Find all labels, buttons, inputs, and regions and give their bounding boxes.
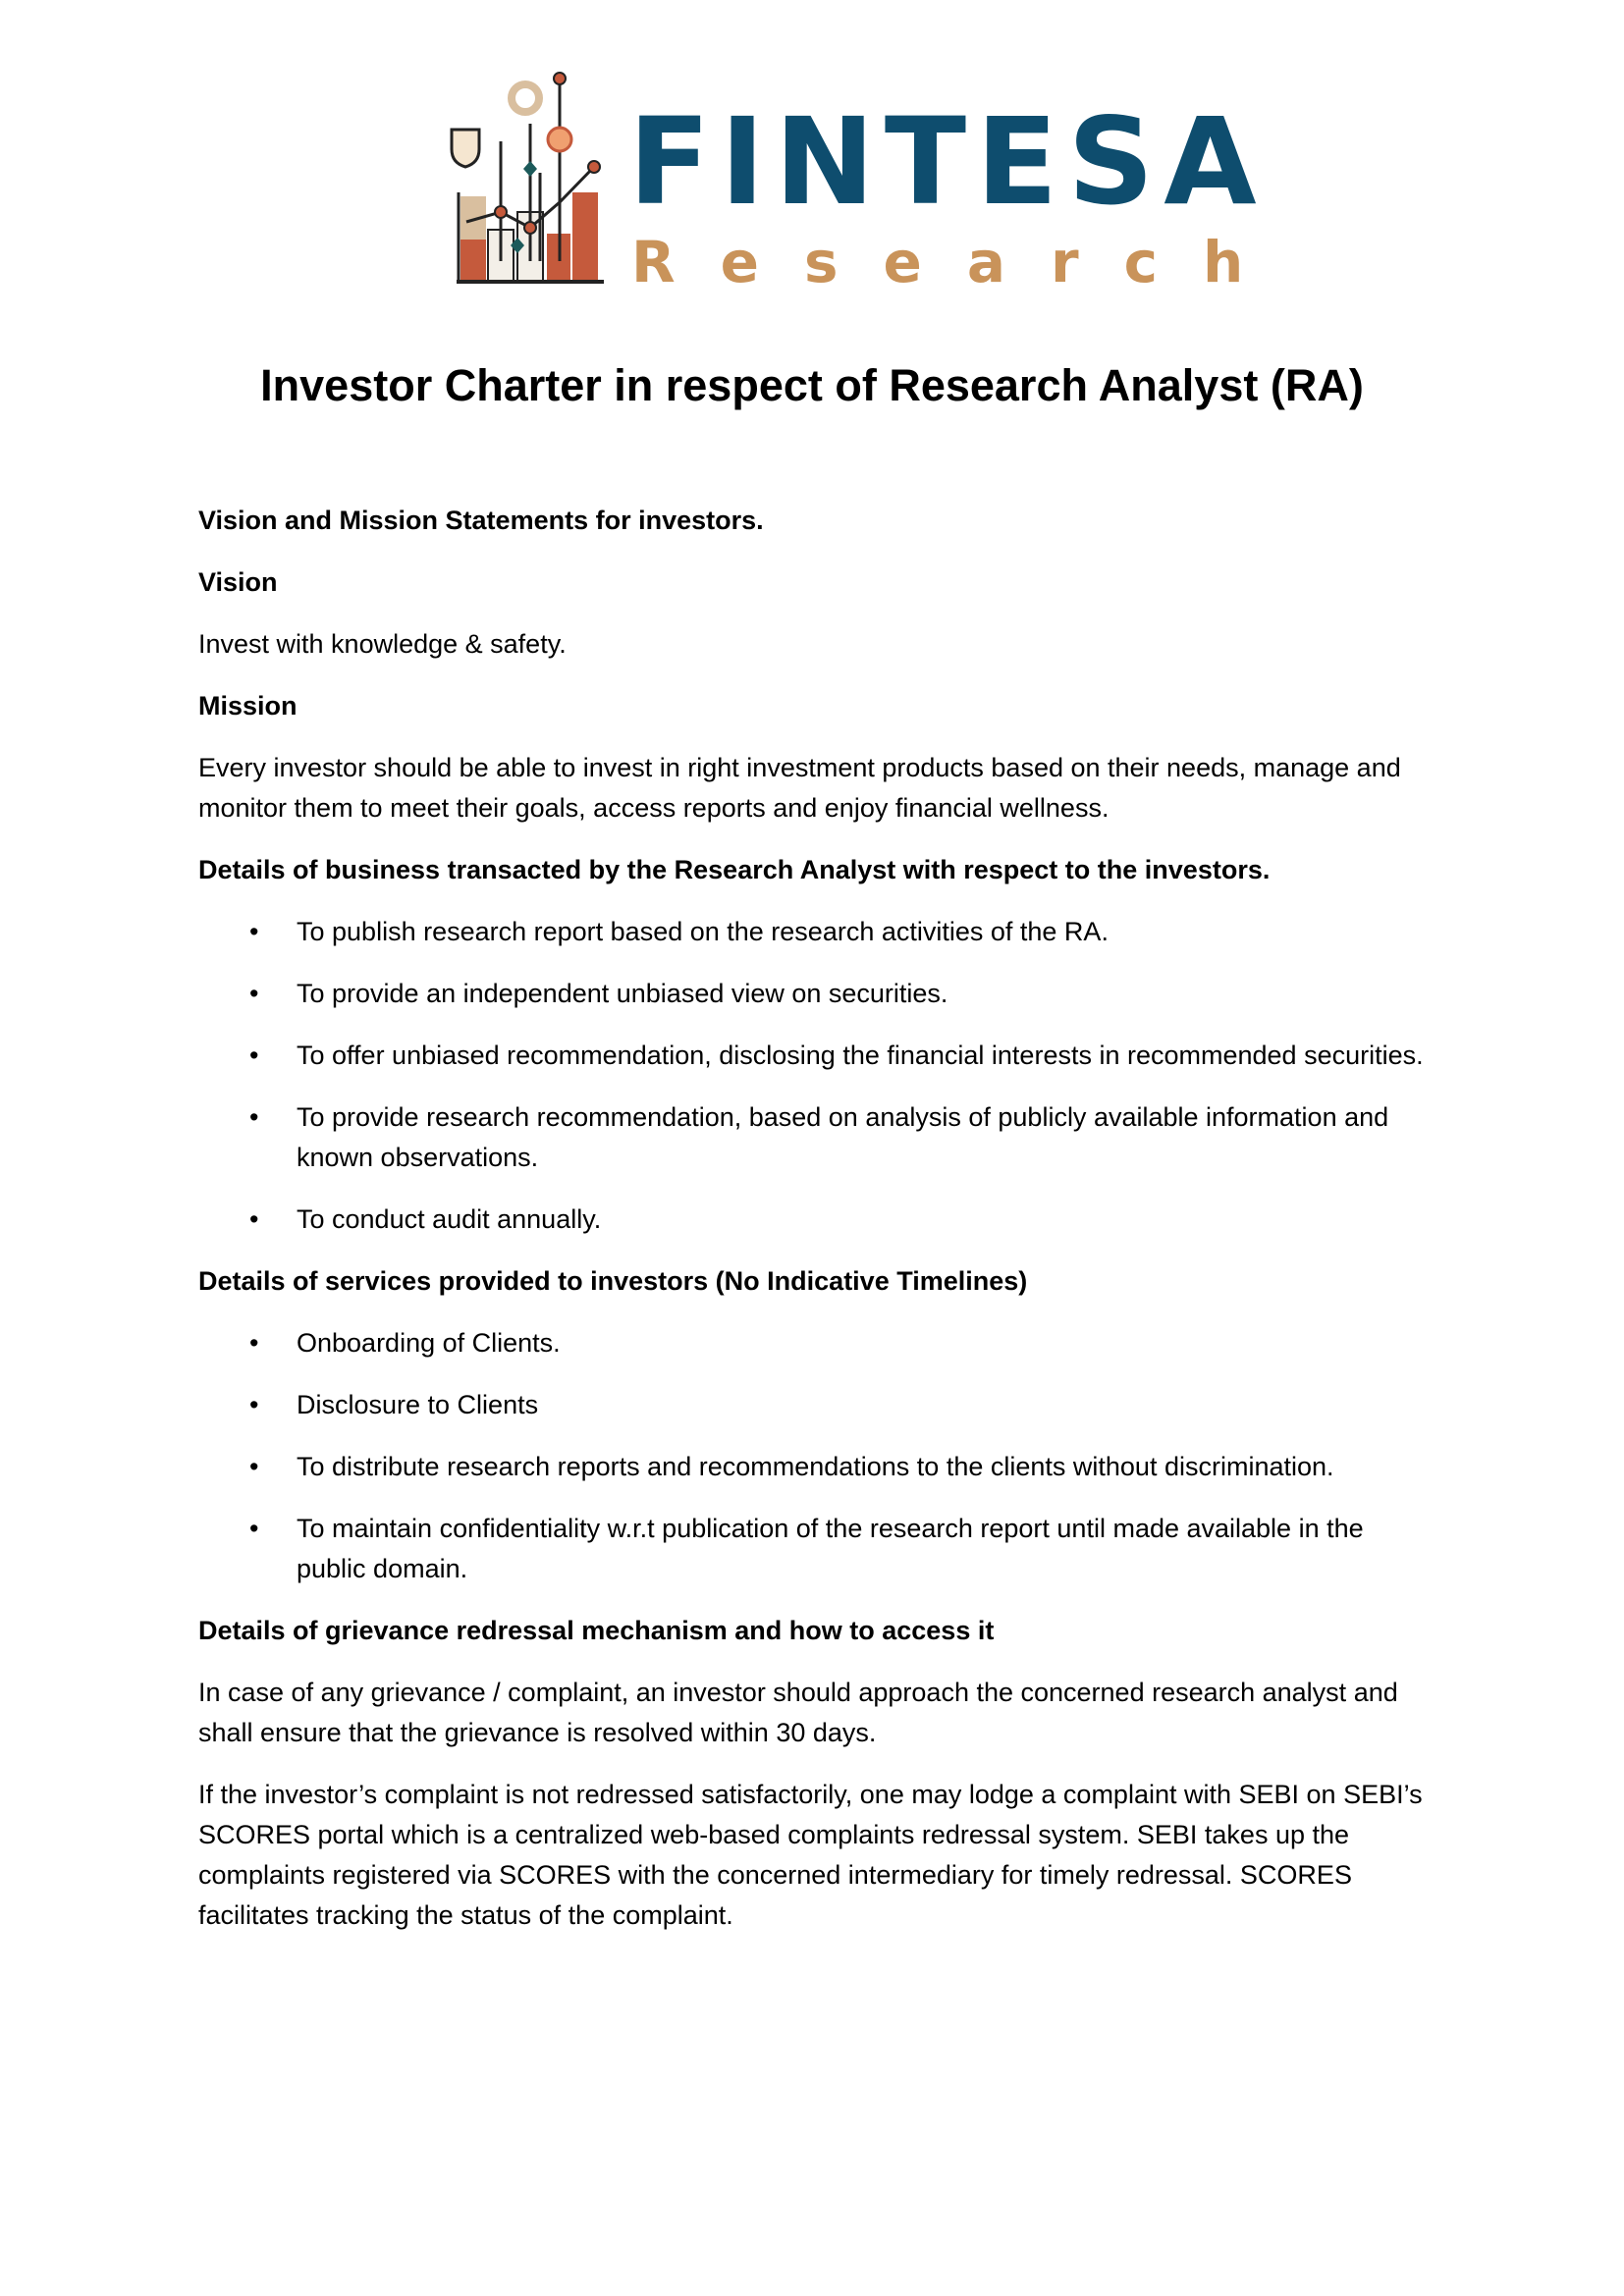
logo-subtitle: Research <box>631 229 1289 295</box>
list-item-text: Disclosure to Clients <box>297 1390 539 1419</box>
bullet-icon: • <box>249 1328 259 1358</box>
list-item <box>198 1097 1426 1178</box>
list-item <box>198 1509 1426 1589</box>
grievance-paragraph-2: If the investor’s complaint is not redressed satisfactorily, one may lodge a complaint with SEBI on SEBI’s SCORES portal which is a centralized web-based complaints redressal system. SEBI takes up the complaints registered via SCORES with the concerned intermediary for timely redressal. SCORES facilitates tracking the status of the complaint. <box>198 1780 1423 1930</box>
logo-wordmark: FINTESA <box>628 92 1267 232</box>
list-item <box>198 974 1426 1014</box>
chart-logo-icon <box>447 65 619 296</box>
bullet-icon: • <box>249 1204 259 1234</box>
list-item-text: To distribute research reports and recommendations to the clients without discrimination. <box>297 1452 1334 1481</box>
list-item <box>198 912 1426 952</box>
company-logo <box>447 65 1289 296</box>
list-item <box>198 1200 1426 1240</box>
list-item <box>198 1447 1426 1487</box>
services-list <box>198 1323 1426 1589</box>
bullet-icon: • <box>249 1452 259 1481</box>
list-item <box>198 1385 1426 1425</box>
grievance-paragraph-1: In case of any grievance / complaint, an investor should approach the concerned research analyst and shall ensure that the grievance is resolved within 30 days. <box>198 1678 1398 1747</box>
grievance-heading: Details of grievance redressal mechanism and how to access it <box>198 1616 995 1645</box>
bullet-icon: • <box>249 1390 259 1419</box>
business-list <box>198 912 1426 1240</box>
bullet-icon: • <box>249 979 259 1008</box>
mission-heading: Mission <box>198 691 298 721</box>
list-item-text: To publish research report based on the research activities of the RA. <box>297 917 1109 946</box>
vision-mission-heading: Vision and Mission Statements for investors. <box>198 506 764 535</box>
bullet-icon: • <box>249 1102 259 1132</box>
bullet-icon: • <box>249 917 259 946</box>
list-item-text: Onboarding of Clients. <box>297 1328 561 1358</box>
mission-text: Every investor should be able to invest in right investment products based on their needs, manage and monitor them to meet their goals, access reports and enjoy financial wellness. <box>198 753 1401 823</box>
bullet-icon: • <box>249 1041 259 1070</box>
list-item-text: To provide an independent unbiased view on securities. <box>297 979 948 1008</box>
vision-heading: Vision <box>198 567 278 597</box>
services-heading: Details of services provided to investors (No Indicative Timelines) <box>198 1266 1028 1296</box>
bullet-icon: • <box>249 1514 259 1543</box>
list-item-text: To provide research recommendation, based on analysis of publicly available information and known observations. <box>297 1102 1389 1172</box>
vision-text: Invest with knowledge & safety. <box>198 629 567 659</box>
list-item-text: To conduct audit annually. <box>297 1204 602 1234</box>
page-title: Investor Charter in respect of Research Analyst (RA) <box>260 360 1364 410</box>
list-item-text: To offer unbiased recommendation, disclosing the financial interests in recommended securities. <box>297 1041 1424 1070</box>
document-body <box>198 501 1426 1957</box>
business-heading: Details of business transacted by the Research Analyst with respect to the investors. <box>198 855 1271 884</box>
list-item-text: To maintain confidentiality w.r.t publication of the research report until made available in the public domain. <box>297 1514 1364 1583</box>
list-item <box>198 1323 1426 1363</box>
list-item <box>198 1036 1426 1076</box>
